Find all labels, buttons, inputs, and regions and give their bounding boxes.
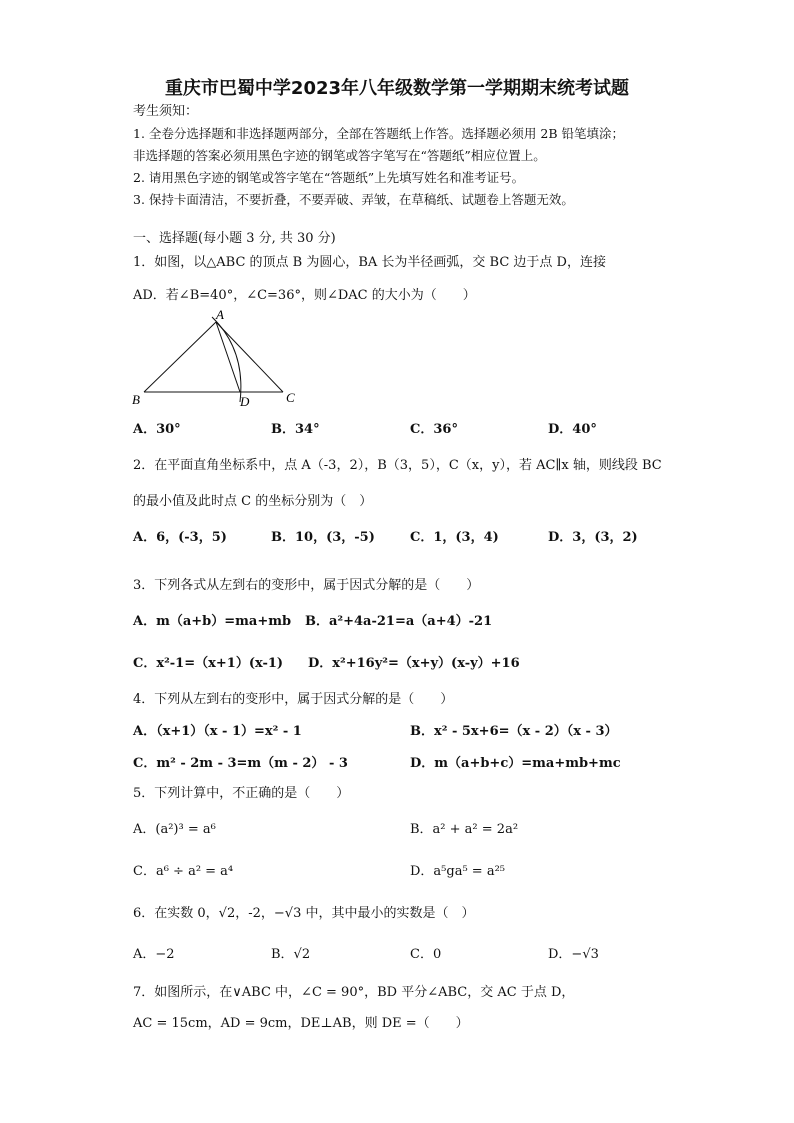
label-a: A	[216, 310, 224, 322]
q5-stem: 5．下列计算中，不正确的是（ ）	[133, 786, 350, 801]
q2-stem-line1: 2．在平面直角坐标系中，点 A（-3，2），B（3，5），C（x，y），若 AC∥x 轴，则线段 BC	[133, 458, 662, 473]
q5-option-c: C．a⁶ ÷ a² = a⁴	[133, 864, 234, 879]
arc	[212, 317, 241, 402]
q3-stem: 3．下列各式从左到右的变形中，属于因式分解的是（ ）	[133, 578, 480, 593]
q2-option-b: B．10，(3，-5)	[271, 530, 375, 545]
q5-option-d: D．a⁵ga⁵ = a²⁵	[410, 864, 505, 879]
q6-option-c: C．0	[410, 947, 442, 962]
q5-option-a: A．(a²)³ = a⁶	[133, 822, 216, 837]
q3-option-c: C．x²-1=（x+1）(x-1)	[133, 656, 284, 671]
q1-stem-line1: 1．如图，以△ABC 的顶点 B 为圆心，BA 长为半径画弧，交 BC 边于点 D，连接	[133, 255, 606, 270]
q1-figure	[128, 310, 303, 410]
q5-option-b: B．a² + a² = 2a²	[410, 822, 519, 837]
q1-option-b: B．34°	[271, 422, 320, 437]
segment-ba	[144, 322, 216, 392]
q2-option-a: A．6，(-3，5)	[133, 530, 227, 545]
q1-option-c: C．36°	[410, 422, 458, 437]
segment-ac	[216, 322, 283, 392]
q4-option-a: A．（x+1）（x - 1）=x² - 1	[133, 724, 302, 739]
notice-line-4: 3. 保持卡面清洁，不要折叠，不要弄破、弄皱，在草稿纸、试题卷上答题无效。	[133, 192, 574, 207]
notice-line-3: 2. 请用黑色字迹的钢笔或答字笔在“答题纸”上先填写姓名和准考证号。	[133, 170, 525, 185]
label-c: C	[286, 390, 295, 405]
q6-stem: 6．在实数 0，√2，-2，−√3 中，其中最小的实数是（ ）	[133, 906, 475, 921]
q4-option-b: B．x² - 5x+6=（x - 2）（x - 3）	[410, 724, 618, 739]
q4-stem: 4．下列从左到右的变形中，属于因式分解的是（ ）	[133, 692, 454, 707]
q6-option-a: A．−2	[133, 947, 175, 962]
q4-option-d: D．m（a+b+c）=ma+mb+mc	[410, 756, 621, 771]
q3-option-a: A．m（a+b）=ma+mb	[133, 614, 292, 629]
section-heading: 一、选择题(每小题 3 分, 共 30 分)	[133, 231, 336, 246]
label-d: D	[240, 394, 250, 409]
q2-stem-line2: 的最小值及此时点 C 的坐标分别为（ ）	[133, 494, 373, 509]
notice-heading: 考生须知：	[133, 104, 199, 119]
label-b: B	[132, 392, 140, 407]
q7-stem-line1: 7．如图所示，在∨ABC 中，∠C = 90°，BD 平分∠ABC，交 AC 于点 D，	[133, 985, 575, 1000]
page-title: 重庆市巴蜀中学2023年八年级数学第一学期期末统考试题	[164, 78, 630, 99]
q4-option-c: C．m² - 2m - 3=m（m - 2） - 3	[133, 756, 348, 771]
q7-stem-line2: AC = 15cm，AD = 9cm，DE⊥AB，则 DE =（ ）	[133, 1016, 469, 1031]
q6-option-d: D．−√3	[548, 947, 599, 962]
q1-stem-line2: AD．若∠B=40°，∠C=36°，则∠DAC 的大小为（ ）	[133, 288, 476, 303]
q6-option-b: B．√2	[271, 947, 311, 962]
q3-option-b: B．a²+4a-21=a（a+4）-21	[305, 614, 493, 629]
notice-line-2: 非选择题的答案必须用黑色字迹的钢笔或答字笔写在“答题纸”相应位置上。	[133, 148, 546, 163]
q1-option-d: D．40°	[548, 422, 597, 437]
q2-option-d: D．3，(3，2)	[548, 530, 638, 545]
q3-option-d: D．x²+16y²=（x+y）(x-y）+16	[308, 656, 520, 671]
q1-option-a: A．30°	[133, 422, 181, 437]
q2-option-c: C．1，(3，4)	[410, 530, 499, 545]
notice-line-1: 1. 全卷分选择题和非选择题两部分，全部在答题纸上作答。选择题必须用 2B 铅笔填涂；	[133, 126, 624, 141]
